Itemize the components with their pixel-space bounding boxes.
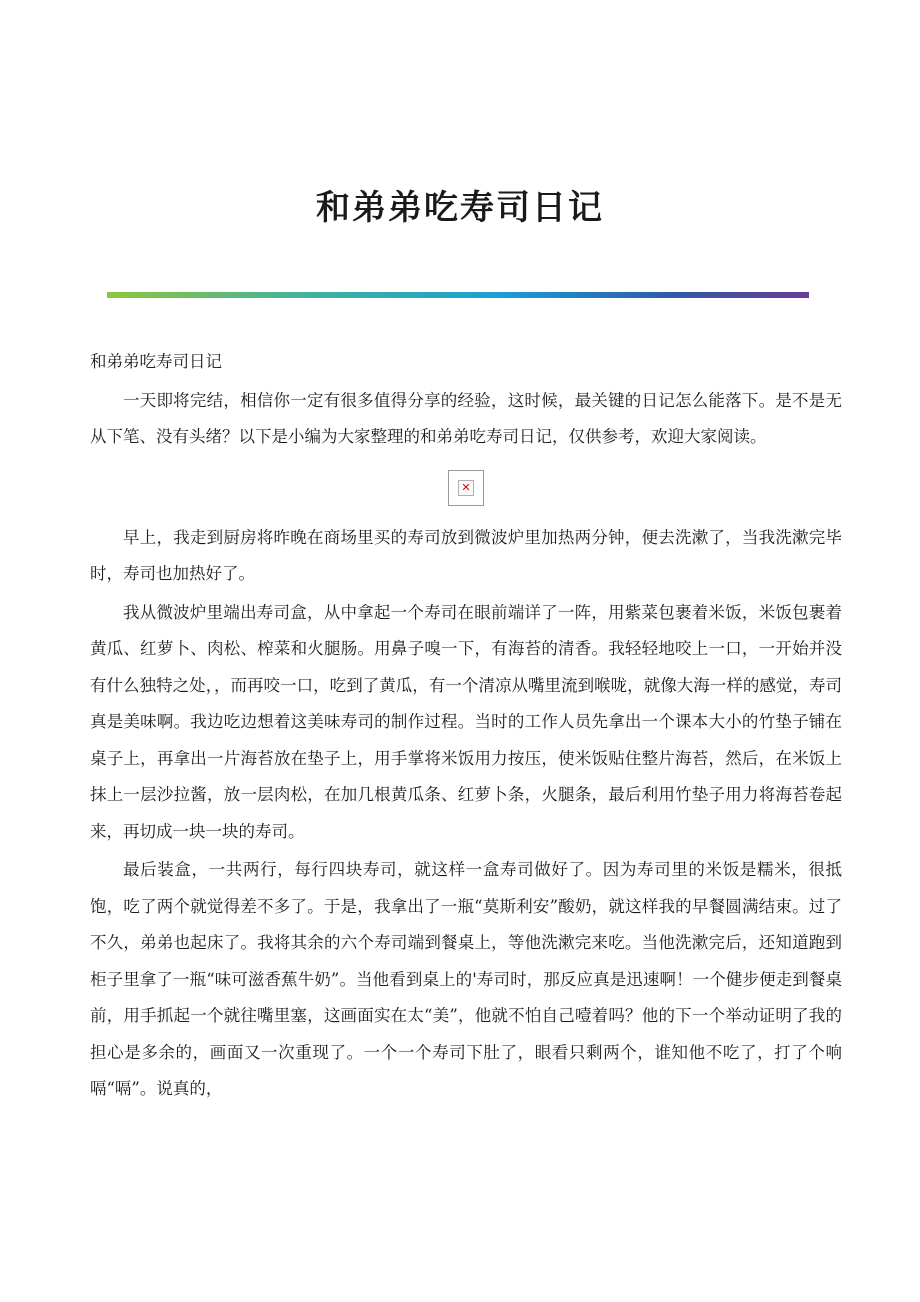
page-title: 和弟弟吃寿司日记 [316, 188, 604, 228]
body-paragraph: 我从微波炉里端出寿司盒，从中拿起一个寿司在眼前端详了一阵，用紫菜包裹着米饭，米饭包裹着黄瓜、红萝卜、肉松、榨菜和火腿肠。用鼻子嗅一下，有海苔的清香。我轻轻地咬上一口，一开始并没有什么独特之处，，而再咬一口，吃到了黄瓜，有一个清凉从嘴里流到喉咙，就像大海一样的感觉，寿司真是美味啊。我边吃边想着这美味寿司的制作过程。当时的工作人员先拿出一个课本大小的竹垫子铺在桌子上，再拿出一片海苔放在垫子上，用手掌将米饭用力按压，使米饭贴住整片海苔，然后，在米饭上抹上一层沙拉酱，放一层肉松，在加几根黄瓜条、红萝卜条，火腿条，最后利用竹垫子用力将海苔卷起来，再切成一块一块的寿司。 [90, 602, 842, 841]
image-frame [458, 480, 474, 496]
broken-image-icon [448, 470, 484, 506]
document-subtitle: 和弟弟吃寿司日记 [90, 352, 222, 371]
close-icon: ✕ [461, 481, 471, 494]
body-paragraph: 最后装盒，一共两行，每行四块寿司，就这样一盒寿司做好了。因为寿司里的米饭是糯米，很抵饱，吃了两个就觉得差不多了。于是，我拿出了一瓶“莫斯利安”酸奶，就这样我的早餐圆满结束。过了不久，弟弟也起床了。我将其余的六个寿司端到餐桌上，等他洗漱完来吃。当他洗漱完后，还知道跑到柜子里拿了一瓶“味可滋香蕉牛奶”。当他看到桌上的'寿司时，那反应真是迅速啊！一个健步便走到餐桌前，用手抓起一个就往嘴里塞，这画面实在太“美”，他就不怕自己噎着吗？他的下一个举动证明了我的担心是多余的，画面又一次重现了。一个一个寿司下肚了，眼看只剩两个，谁知他不吃了，打了个响嗝“嗝”。说真的， [90, 860, 842, 1098]
intro-paragraph: 一天即将完结，相信你一定有很多值得分享的经验，这时候，最关键的日记怎么能落下。是不是无从下笔、没有头绪？以下是小编为大家整理的和弟弟吃寿司日记，仅供参考，欢迎大家阅读。 [90, 390, 842, 446]
document-body [90, 344, 842, 1110]
title-divider [107, 292, 809, 298]
body-paragraph: 早上，我走到厨房将昨晚在商场里买的寿司放到微波炉里加热两分钟，便去洗漱了，当我洗漱完毕时，寿司也加热好了。 [90, 527, 842, 583]
